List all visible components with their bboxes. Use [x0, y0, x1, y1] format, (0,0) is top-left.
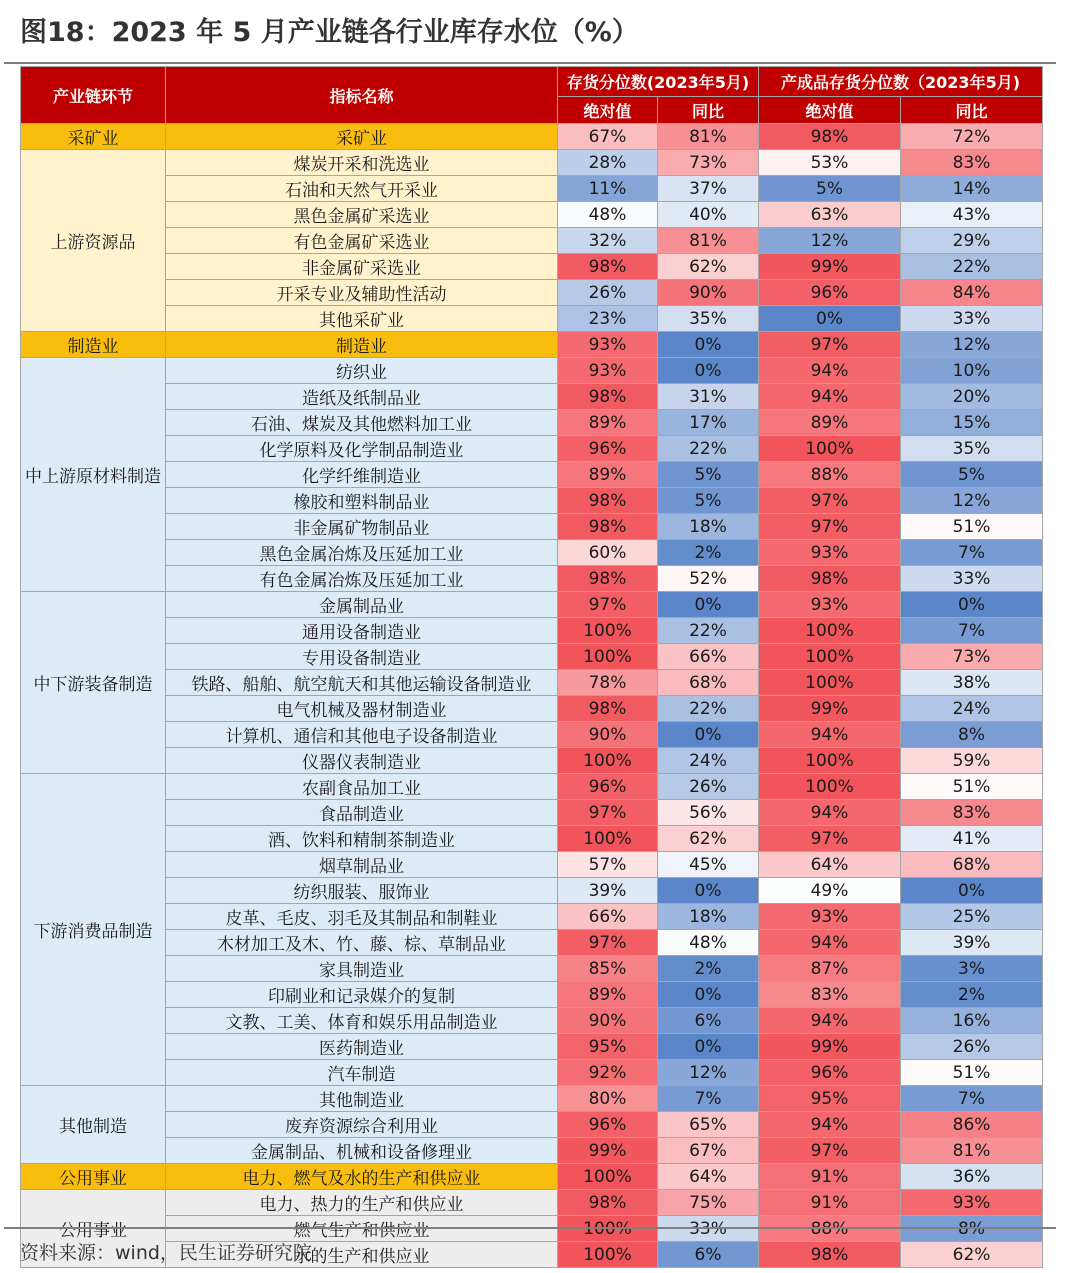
finished-goods-abs-cell: 98%: [759, 124, 901, 150]
indicator-name-cell: 石油和天然气开采业: [166, 176, 558, 202]
inventory-yoy-cell: 22%: [658, 696, 759, 722]
indicator-name-cell: 燃气生产和供应业: [166, 1216, 558, 1242]
inventory-yoy-cell: 37%: [658, 176, 759, 202]
inventory-yoy-cell: 90%: [658, 280, 759, 306]
finished-goods-yoy-cell: 38%: [901, 670, 1043, 696]
table-row: [21, 488, 1043, 514]
inventory-yoy-cell: 81%: [658, 228, 759, 254]
inventory-abs-cell: 98%: [558, 384, 658, 410]
finished-goods-yoy-cell: 35%: [901, 436, 1043, 462]
finished-goods-abs-cell: 94%: [759, 384, 901, 410]
finished-goods-abs-cell: 99%: [759, 254, 901, 280]
header-finished-goods-abs: 绝对值: [759, 97, 901, 124]
finished-goods-abs-cell: 88%: [759, 1216, 901, 1242]
finished-goods-abs-cell: 96%: [759, 280, 901, 306]
finished-goods-abs-cell: 93%: [759, 540, 901, 566]
indicator-name-cell: 酒、饮料和精制茶制造业: [166, 826, 558, 852]
finished-goods-abs-cell: 89%: [759, 410, 901, 436]
table-row: [21, 1190, 1043, 1216]
finished-goods-abs-cell: 98%: [759, 1242, 901, 1268]
indicator-name-cell: 黑色金属矿采选业: [166, 202, 558, 228]
table-row: [21, 436, 1043, 462]
finished-goods-yoy-cell: 0%: [901, 878, 1043, 904]
table-row: [21, 176, 1043, 202]
finished-goods-abs-cell: 94%: [759, 358, 901, 384]
finished-goods-abs-cell: 53%: [759, 150, 901, 176]
table-row: [21, 1060, 1043, 1086]
chain-segment-cell: 采矿业: [21, 124, 166, 150]
inventory-yoy-cell: 31%: [658, 384, 759, 410]
table-row: [21, 852, 1043, 878]
indicator-name-cell: 其他制造业: [166, 1086, 558, 1112]
finished-goods-abs-cell: 87%: [759, 956, 901, 982]
inventory-yoy-cell: 67%: [658, 1138, 759, 1164]
inventory-yoy-cell: 2%: [658, 956, 759, 982]
indicator-name-cell: 仪器仪表制造业: [166, 748, 558, 774]
table-row: [21, 384, 1043, 410]
finished-goods-yoy-cell: 72%: [901, 124, 1043, 150]
finished-goods-yoy-cell: 62%: [901, 1242, 1043, 1268]
finished-goods-abs-cell: 94%: [759, 1008, 901, 1034]
table-row: [21, 202, 1043, 228]
finished-goods-yoy-cell: 16%: [901, 1008, 1043, 1034]
indicator-name-cell: 印刷业和记录媒介的复制: [166, 982, 558, 1008]
header-finished-goods-yoy: 同比: [901, 97, 1043, 124]
finished-goods-abs-cell: 0%: [759, 306, 901, 332]
table-row: [21, 358, 1043, 384]
finished-goods-yoy-cell: 7%: [901, 1086, 1043, 1112]
table-body: [21, 124, 1043, 1268]
finished-goods-yoy-cell: 26%: [901, 1034, 1043, 1060]
table-row: [21, 462, 1043, 488]
header-inventory-abs: 绝对值: [558, 97, 658, 124]
header-inventory-group: 存货分位数(2023年5月): [558, 67, 759, 97]
title-divider: [4, 62, 1056, 64]
finished-goods-yoy-cell: 0%: [901, 592, 1043, 618]
header-finished-goods-group: 产成品存货分位数（2023年5月): [759, 67, 1043, 97]
inventory-abs-cell: 90%: [558, 1008, 658, 1034]
table-row: [21, 878, 1043, 904]
finished-goods-yoy-cell: 51%: [901, 514, 1043, 540]
finished-goods-abs-cell: 64%: [759, 852, 901, 878]
indicator-name-cell: 非金属矿采选业: [166, 254, 558, 280]
finished-goods-abs-cell: 97%: [759, 1138, 901, 1164]
inventory-abs-cell: 99%: [558, 1138, 658, 1164]
table-row: [21, 566, 1043, 592]
finished-goods-abs-cell: 94%: [759, 930, 901, 956]
inventory-yoy-cell: 48%: [658, 930, 759, 956]
finished-goods-abs-cell: 99%: [759, 1034, 901, 1060]
finished-goods-abs-cell: 100%: [759, 436, 901, 462]
finished-goods-yoy-cell: 59%: [901, 748, 1043, 774]
table-row: [21, 982, 1043, 1008]
inventory-abs-cell: 57%: [558, 852, 658, 878]
inventory-abs-cell: 60%: [558, 540, 658, 566]
indicator-name-cell: 金属制品业: [166, 592, 558, 618]
indicator-name-cell: 纺织业: [166, 358, 558, 384]
inventory-abs-cell: 89%: [558, 462, 658, 488]
inventory-abs-cell: 98%: [558, 696, 658, 722]
chain-segment-cell: 公用事业: [21, 1164, 166, 1190]
indicator-name-cell: 专用设备制造业: [166, 644, 558, 670]
inventory-abs-cell: 32%: [558, 228, 658, 254]
inventory-yoy-cell: 66%: [658, 644, 759, 670]
indicator-name-cell: 皮革、毛皮、羽毛及其制品和制鞋业: [166, 904, 558, 930]
figure-title: 图18：2023 年 5 月产业链各行业库存水位（%）: [20, 17, 639, 48]
inventory-abs-cell: 98%: [558, 566, 658, 592]
finished-goods-abs-cell: 93%: [759, 592, 901, 618]
indicator-name-cell: 煤炭开采和洗选业: [166, 150, 558, 176]
table-row: [21, 1164, 1043, 1190]
inventory-abs-cell: 66%: [558, 904, 658, 930]
finished-goods-abs-cell: 91%: [759, 1164, 901, 1190]
indicator-name-cell: 其他采矿业: [166, 306, 558, 332]
finished-goods-yoy-cell: 36%: [901, 1164, 1043, 1190]
inventory-yoy-cell: 7%: [658, 1086, 759, 1112]
table-row: [21, 332, 1043, 358]
chain-segment-cell: 中下游装备制造: [21, 592, 166, 774]
inventory-abs-cell: 80%: [558, 1086, 658, 1112]
table-row: [21, 904, 1043, 930]
finished-goods-yoy-cell: 2%: [901, 982, 1043, 1008]
inventory-yoy-cell: 75%: [658, 1190, 759, 1216]
indicator-name-cell: 黑色金属冶炼及压延加工业: [166, 540, 558, 566]
finished-goods-yoy-cell: 51%: [901, 1060, 1043, 1086]
inventory-yoy-cell: 73%: [658, 150, 759, 176]
finished-goods-yoy-cell: 12%: [901, 332, 1043, 358]
inventory-yoy-cell: 81%: [658, 124, 759, 150]
finished-goods-abs-cell: 100%: [759, 748, 901, 774]
inventory-yoy-cell: 0%: [658, 878, 759, 904]
inventory-yoy-cell: 24%: [658, 748, 759, 774]
indicator-name-cell: 文教、工美、体育和娱乐用品制造业: [166, 1008, 558, 1034]
finished-goods-yoy-cell: 8%: [901, 722, 1043, 748]
inventory-abs-cell: 28%: [558, 150, 658, 176]
table-row: [21, 150, 1043, 176]
indicator-name-cell: 废弃资源综合利用业: [166, 1112, 558, 1138]
header-inventory-yoy: 同比: [658, 97, 759, 124]
inventory-abs-cell: 96%: [558, 774, 658, 800]
inventory-yoy-cell: 0%: [658, 332, 759, 358]
inventory-abs-cell: 11%: [558, 176, 658, 202]
header-indicator: 指标名称: [166, 67, 558, 124]
chain-segment-cell: 下游消费品制造: [21, 774, 166, 1086]
finished-goods-abs-cell: 83%: [759, 982, 901, 1008]
indicator-name-cell: 有色金属冶炼及压延加工业: [166, 566, 558, 592]
inventory-yoy-cell: 0%: [658, 1034, 759, 1060]
indicator-name-cell: 医药制造业: [166, 1034, 558, 1060]
indicator-name-cell: 造纸及纸制品业: [166, 384, 558, 410]
inventory-abs-cell: 100%: [558, 1164, 658, 1190]
table-row: [21, 280, 1043, 306]
finished-goods-yoy-cell: 15%: [901, 410, 1043, 436]
indicator-name-cell: 橡胶和塑料制品业: [166, 488, 558, 514]
inventory-abs-cell: 97%: [558, 930, 658, 956]
table-row: [21, 1034, 1043, 1060]
finished-goods-abs-cell: 94%: [759, 722, 901, 748]
table-row: [21, 696, 1043, 722]
indicator-name-cell: 电气机械及器材制造业: [166, 696, 558, 722]
inventory-abs-cell: 39%: [558, 878, 658, 904]
finished-goods-abs-cell: 100%: [759, 670, 901, 696]
finished-goods-yoy-cell: 3%: [901, 956, 1043, 982]
inventory-yoy-cell: 62%: [658, 826, 759, 852]
finished-goods-yoy-cell: 68%: [901, 852, 1043, 878]
finished-goods-yoy-cell: 8%: [901, 1216, 1043, 1242]
table-row: [21, 826, 1043, 852]
finished-goods-yoy-cell: 7%: [901, 618, 1043, 644]
finished-goods-abs-cell: 93%: [759, 904, 901, 930]
finished-goods-abs-cell: 12%: [759, 228, 901, 254]
finished-goods-yoy-cell: 33%: [901, 306, 1043, 332]
chain-segment-cell: 上游资源品: [21, 150, 166, 332]
indicator-name-cell: 家具制造业: [166, 956, 558, 982]
table-row: [21, 774, 1043, 800]
inventory-yoy-cell: 52%: [658, 566, 759, 592]
inventory-abs-cell: 95%: [558, 1034, 658, 1060]
finished-goods-abs-cell: 99%: [759, 696, 901, 722]
table-row: [21, 930, 1043, 956]
table-row: [21, 124, 1043, 150]
finished-goods-yoy-cell: 5%: [901, 462, 1043, 488]
finished-goods-abs-cell: 97%: [759, 826, 901, 852]
finished-goods-yoy-cell: 24%: [901, 696, 1043, 722]
finished-goods-yoy-cell: 10%: [901, 358, 1043, 384]
indicator-name-cell: 食品制造业: [166, 800, 558, 826]
inventory-yoy-cell: 18%: [658, 514, 759, 540]
finished-goods-yoy-cell: 12%: [901, 488, 1043, 514]
chain-segment-cell: 中上游原材料制造: [21, 358, 166, 592]
inventory-yoy-cell: 33%: [658, 1216, 759, 1242]
inventory-yoy-cell: 6%: [658, 1242, 759, 1268]
inventory-yoy-cell: 0%: [658, 358, 759, 384]
inventory-abs-cell: 98%: [558, 1190, 658, 1216]
inventory-abs-cell: 93%: [558, 358, 658, 384]
indicator-name-cell: 水的生产和供应业: [166, 1242, 558, 1268]
table-row: [21, 1138, 1043, 1164]
inventory-table: [20, 66, 1043, 1268]
indicator-name-cell: 采矿业: [166, 124, 558, 150]
inventory-yoy-cell: 0%: [658, 592, 759, 618]
finished-goods-abs-cell: 96%: [759, 1060, 901, 1086]
finished-goods-abs-cell: 49%: [759, 878, 901, 904]
finished-goods-abs-cell: 63%: [759, 202, 901, 228]
finished-goods-yoy-cell: 22%: [901, 254, 1043, 280]
indicator-name-cell: 木材加工及木、竹、藤、棕、草制品业: [166, 930, 558, 956]
finished-goods-yoy-cell: 41%: [901, 826, 1043, 852]
indicator-name-cell: 制造业: [166, 332, 558, 358]
indicator-name-cell: 金属制品、机械和设备修理业: [166, 1138, 558, 1164]
finished-goods-yoy-cell: 43%: [901, 202, 1043, 228]
table-row: [21, 1086, 1043, 1112]
inventory-yoy-cell: 62%: [658, 254, 759, 280]
inventory-abs-cell: 100%: [558, 644, 658, 670]
table-row: [21, 592, 1043, 618]
inventory-abs-cell: 97%: [558, 800, 658, 826]
finished-goods-yoy-cell: 83%: [901, 800, 1043, 826]
finished-goods-yoy-cell: 86%: [901, 1112, 1043, 1138]
inventory-abs-cell: 67%: [558, 124, 658, 150]
finished-goods-abs-cell: 100%: [759, 774, 901, 800]
inventory-abs-cell: 93%: [558, 332, 658, 358]
inventory-abs-cell: 26%: [558, 280, 658, 306]
inventory-yoy-cell: 18%: [658, 904, 759, 930]
table-row: [21, 1112, 1043, 1138]
indicator-name-cell: 化学纤维制造业: [166, 462, 558, 488]
table-row: [21, 722, 1043, 748]
inventory-yoy-cell: 65%: [658, 1112, 759, 1138]
inventory-abs-cell: 89%: [558, 982, 658, 1008]
inventory-yoy-cell: 22%: [658, 436, 759, 462]
indicator-name-cell: 铁路、船舶、航空航天和其他运输设备制造业: [166, 670, 558, 696]
finished-goods-yoy-cell: 93%: [901, 1190, 1043, 1216]
finished-goods-abs-cell: 97%: [759, 514, 901, 540]
table-row: [21, 670, 1043, 696]
inventory-yoy-cell: 22%: [658, 618, 759, 644]
inventory-yoy-cell: 5%: [658, 462, 759, 488]
finished-goods-yoy-cell: 29%: [901, 228, 1043, 254]
inventory-yoy-cell: 40%: [658, 202, 759, 228]
indicator-name-cell: 通用设备制造业: [166, 618, 558, 644]
inventory-abs-cell: 100%: [558, 826, 658, 852]
inventory-abs-cell: 96%: [558, 1112, 658, 1138]
inventory-abs-cell: 23%: [558, 306, 658, 332]
indicator-name-cell: 农副食品加工业: [166, 774, 558, 800]
finished-goods-abs-cell: 5%: [759, 176, 901, 202]
inventory-yoy-cell: 0%: [658, 982, 759, 1008]
inventory-abs-cell: 92%: [558, 1060, 658, 1086]
inventory-abs-cell: 48%: [558, 202, 658, 228]
inventory-yoy-cell: 6%: [658, 1008, 759, 1034]
inventory-abs-cell: 98%: [558, 254, 658, 280]
indicator-name-cell: 开采专业及辅助性活动: [166, 280, 558, 306]
indicator-name-cell: 石油、煤炭及其他燃料加工业: [166, 410, 558, 436]
finished-goods-yoy-cell: 14%: [901, 176, 1043, 202]
finished-goods-abs-cell: 97%: [759, 332, 901, 358]
table-row: [21, 644, 1043, 670]
finished-goods-yoy-cell: 7%: [901, 540, 1043, 566]
inventory-abs-cell: 98%: [558, 514, 658, 540]
finished-goods-yoy-cell: 81%: [901, 1138, 1043, 1164]
finished-goods-yoy-cell: 83%: [901, 150, 1043, 176]
chain-segment-cell: 制造业: [21, 332, 166, 358]
inventory-abs-cell: 78%: [558, 670, 658, 696]
finished-goods-abs-cell: 97%: [759, 488, 901, 514]
inventory-abs-cell: 98%: [558, 488, 658, 514]
inventory-abs-cell: 90%: [558, 722, 658, 748]
inventory-abs-cell: 100%: [558, 1216, 658, 1242]
indicator-name-cell: 电力、燃气及水的生产和供应业: [166, 1164, 558, 1190]
table-row: [21, 1008, 1043, 1034]
inventory-abs-cell: 89%: [558, 410, 658, 436]
table-row: [21, 540, 1043, 566]
finished-goods-abs-cell: 100%: [759, 618, 901, 644]
indicator-name-cell: 计算机、通信和其他电子设备制造业: [166, 722, 558, 748]
indicator-name-cell: 化学原料及化学制品制造业: [166, 436, 558, 462]
indicator-name-cell: 电力、热力的生产和供应业: [166, 1190, 558, 1216]
chain-segment-cell: 公用事业: [21, 1190, 166, 1268]
finished-goods-yoy-cell: 25%: [901, 904, 1043, 930]
finished-goods-abs-cell: 94%: [759, 1112, 901, 1138]
inventory-yoy-cell: 64%: [658, 1164, 759, 1190]
indicator-name-cell: 有色金属矿采选业: [166, 228, 558, 254]
inventory-yoy-cell: 68%: [658, 670, 759, 696]
finished-goods-abs-cell: 98%: [759, 566, 901, 592]
finished-goods-abs-cell: 91%: [759, 1190, 901, 1216]
finished-goods-abs-cell: 88%: [759, 462, 901, 488]
inventory-yoy-cell: 2%: [658, 540, 759, 566]
inventory-abs-cell: 85%: [558, 956, 658, 982]
table-row: [21, 254, 1043, 280]
finished-goods-yoy-cell: 39%: [901, 930, 1043, 956]
bottom-divider: [4, 1227, 1056, 1229]
finished-goods-yoy-cell: 20%: [901, 384, 1043, 410]
inventory-yoy-cell: 45%: [658, 852, 759, 878]
inventory-abs-cell: 96%: [558, 436, 658, 462]
inventory-yoy-cell: 17%: [658, 410, 759, 436]
header-chain: 产业链环节: [21, 67, 166, 124]
finished-goods-yoy-cell: 51%: [901, 774, 1043, 800]
indicator-name-cell: 烟草制品业: [166, 852, 558, 878]
chain-segment-cell: 其他制造: [21, 1086, 166, 1164]
inventory-abs-cell: 100%: [558, 1242, 658, 1268]
inventory-yoy-cell: 5%: [658, 488, 759, 514]
indicator-name-cell: 汽车制造: [166, 1060, 558, 1086]
inventory-yoy-cell: 35%: [658, 306, 759, 332]
finished-goods-abs-cell: 95%: [759, 1086, 901, 1112]
inventory-yoy-cell: 56%: [658, 800, 759, 826]
finished-goods-abs-cell: 94%: [759, 800, 901, 826]
finished-goods-yoy-cell: 33%: [901, 566, 1043, 592]
table-row: [21, 800, 1043, 826]
finished-goods-yoy-cell: 84%: [901, 280, 1043, 306]
indicator-name-cell: 非金属矿物制品业: [166, 514, 558, 540]
table-row: [21, 306, 1043, 332]
indicator-name-cell: 纺织服装、服饰业: [166, 878, 558, 904]
inventory-yoy-cell: 0%: [658, 722, 759, 748]
source-note: 资料来源：wind，民生证券研究院: [20, 1242, 312, 1264]
inventory-abs-cell: 97%: [558, 592, 658, 618]
inventory-yoy-cell: 26%: [658, 774, 759, 800]
finished-goods-abs-cell: 100%: [759, 644, 901, 670]
inventory-abs-cell: 100%: [558, 748, 658, 774]
table-row: [21, 228, 1043, 254]
table-row: [21, 748, 1043, 774]
finished-goods-yoy-cell: 73%: [901, 644, 1043, 670]
table-row: [21, 956, 1043, 982]
inventory-yoy-cell: 12%: [658, 1060, 759, 1086]
table-row: [21, 514, 1043, 540]
inventory-abs-cell: 100%: [558, 618, 658, 644]
table-row: [21, 410, 1043, 436]
table-row: [21, 618, 1043, 644]
